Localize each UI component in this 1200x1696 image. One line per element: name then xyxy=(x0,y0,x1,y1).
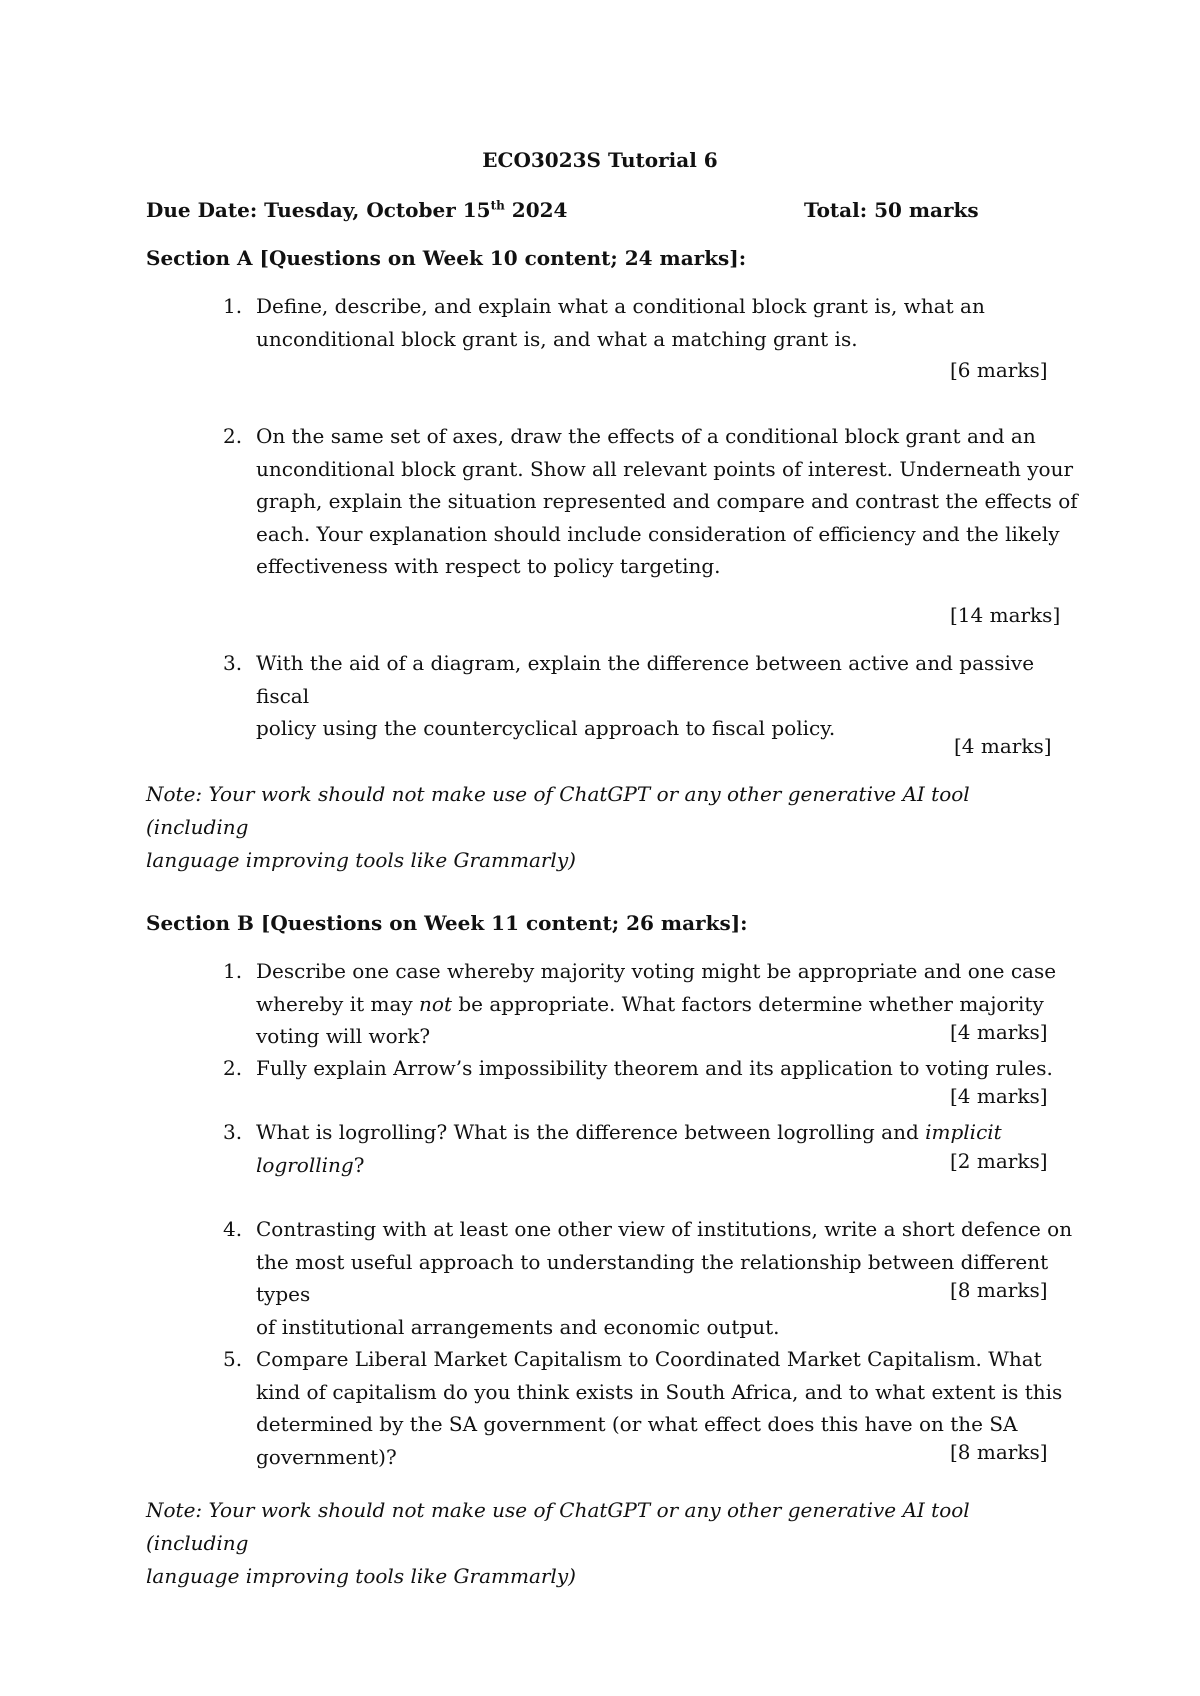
emphasis-text: not xyxy=(419,991,452,1016)
question-text-line: graph, explain the situation represented and compare and contrast the effects of xyxy=(256,489,1078,513)
question-text-line: government)? xyxy=(256,1444,397,1469)
question-text-line: unconditional block grant is, and what a matching grant is. xyxy=(256,326,858,351)
question-number: 3. xyxy=(223,651,243,675)
question-text-line xyxy=(256,988,1086,1021)
section-a-heading: Section A [Questions on Week 10 content; 24 marks]: xyxy=(146,246,747,270)
section-a-q1-marks: [6 marks] xyxy=(950,358,1048,382)
question-text-line: voting will work? xyxy=(256,1024,431,1048)
question-text-part: ? xyxy=(353,1152,365,1177)
due-date-suffix: th xyxy=(490,198,505,213)
question-text-line: Contrasting with at least one other view of institutions, write a short defence on xyxy=(256,1217,1073,1241)
section-b-q5-marks: [8 marks] xyxy=(950,1440,1048,1464)
note-line: Note: Your work should not make use of ChatGPT or any other generative AI tool (including xyxy=(146,782,970,839)
question-number: 4. xyxy=(223,1217,243,1241)
question-number: 5. xyxy=(223,1347,243,1371)
question-number: 1. xyxy=(223,959,243,983)
section-a-q2-marks: [14 marks] xyxy=(950,603,1061,627)
question-text-part: whereby it may xyxy=(256,991,420,1016)
question-text-line: Define, describe, and explain what a conditional block grant is, what an xyxy=(256,294,985,318)
section-b-q1-marks: [4 marks] xyxy=(950,1020,1048,1044)
question-text-line: With the aid of a diagram, explain the difference between active and passive fiscal xyxy=(256,651,1035,708)
due-date xyxy=(146,198,567,222)
question-text-line: Describe one case whereby majority voting might be appropriate and one case xyxy=(256,959,1057,983)
question-text-line: Compare Liberal Market Capitalism to Coordinated Market Capitalism. What xyxy=(256,1347,1042,1371)
question-text-line: determined by the SA government (or what effect does this have on the SA xyxy=(256,1412,1018,1436)
question-text-line xyxy=(256,1116,1086,1149)
due-date-text: Due Date: Tuesday, October 15 xyxy=(146,198,491,222)
question-number: 1. xyxy=(223,294,243,318)
question-text-line: policy using the countercyclical approach to fiscal policy. xyxy=(256,716,836,740)
question-text-line: Fully explain Arrow’s impossibility theorem and its application to voting rules. xyxy=(256,1056,1053,1080)
question-text-line: On the same set of axes, draw the effects of a conditional block grant and an xyxy=(256,424,1036,448)
question-text-line: kind of capitalism do you think exists in South Africa, and to what extent is this xyxy=(256,1379,1063,1404)
section-b-q4-marks: [8 marks] xyxy=(950,1278,1048,1302)
question-text-line: each. Your explanation should include consideration of efficiency and the likely xyxy=(256,521,1060,546)
section-b-q3-marks: [2 marks] xyxy=(950,1149,1048,1173)
question-text-line: of institutional arrangements and economic output. xyxy=(256,1314,780,1339)
question-number: 3. xyxy=(223,1120,243,1144)
emphasis-text: logrolling xyxy=(256,1152,354,1177)
emphasis-text: implicit xyxy=(925,1120,1002,1144)
section-b-q2-marks: [4 marks] xyxy=(950,1084,1048,1108)
question-number: 2. xyxy=(223,424,243,448)
section-b-heading: Section B [Questions on Week 11 content; 26 marks]: xyxy=(146,911,748,935)
due-date-year: 2024 xyxy=(504,198,568,222)
question-text-line: effectiveness with respect to policy targeting. xyxy=(256,554,721,578)
note-line: Note: Your work should not make use of ChatGPT or any other generative AI tool (including xyxy=(146,1498,970,1555)
section-b-note xyxy=(146,1494,1076,1593)
page-title: ECO3023S Tutorial 6 xyxy=(482,148,718,172)
section-a-note xyxy=(146,778,1076,877)
question-text-part: What is logrolling? What is the difference between logrolling and xyxy=(256,1120,926,1144)
question-number: 2. xyxy=(223,1056,243,1080)
question-text-part: be appropriate. What factors determine whether majority xyxy=(452,991,1044,1016)
question-text-line: unconditional block grant. Show all relevant points of interest. Underneath your xyxy=(256,456,1074,481)
note-line: language improving tools like Grammarly) xyxy=(146,1564,576,1588)
total-marks: Total: 50 marks xyxy=(804,198,979,222)
note-line: language improving tools like Grammarly) xyxy=(146,848,576,872)
question-text-line: the most useful approach to understanding the relationship between different types xyxy=(256,1249,1049,1306)
section-a-q3-marks: [4 marks] xyxy=(954,734,1052,758)
